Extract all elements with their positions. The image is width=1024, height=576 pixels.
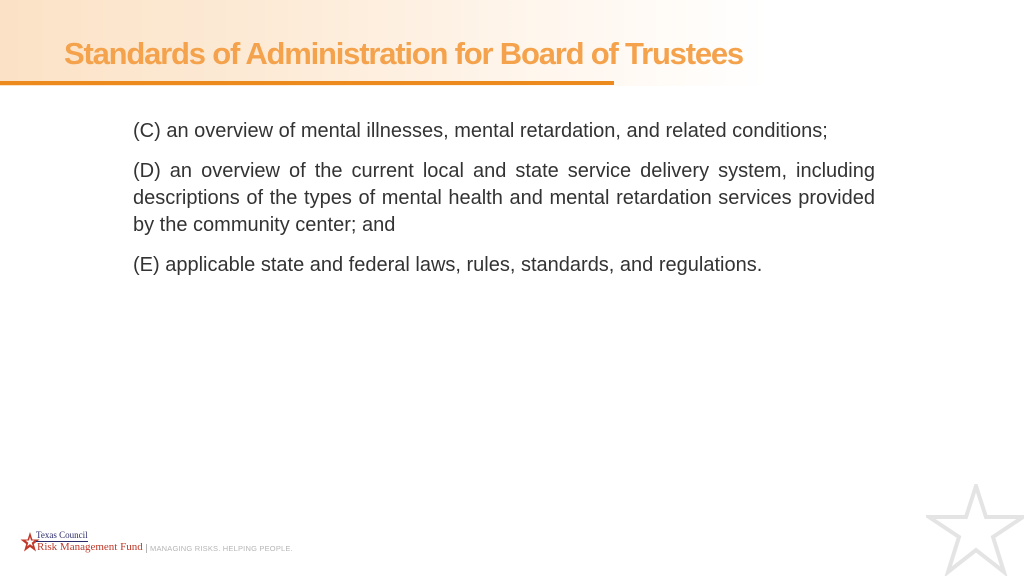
footer-tagline: MANAGING RISKS. HELPING PEOPLE. xyxy=(146,544,293,553)
title-underline xyxy=(0,81,614,85)
slide-body xyxy=(133,118,875,292)
paragraph-c: (C) an overview of mental illnesses, mental retardation, and related conditions; xyxy=(133,120,828,142)
logo-text-texas-council: Texas Council xyxy=(36,530,88,540)
slide-title: Standards of Administration for Board of Trustees xyxy=(64,36,743,71)
logo-text-risk-management-fund: Risk Management Fund xyxy=(37,541,143,553)
paragraph-e: (E) applicable state and federal laws, rules, standards, and regulations. xyxy=(133,254,763,276)
footer-logo xyxy=(20,528,320,560)
paragraph-d: (D) an overview of the current local and state service delivery system, including descriptions of the types of mental health and mental retardation services provided by the community center; and xyxy=(133,160,875,236)
outline-star-icon xyxy=(926,484,1024,576)
